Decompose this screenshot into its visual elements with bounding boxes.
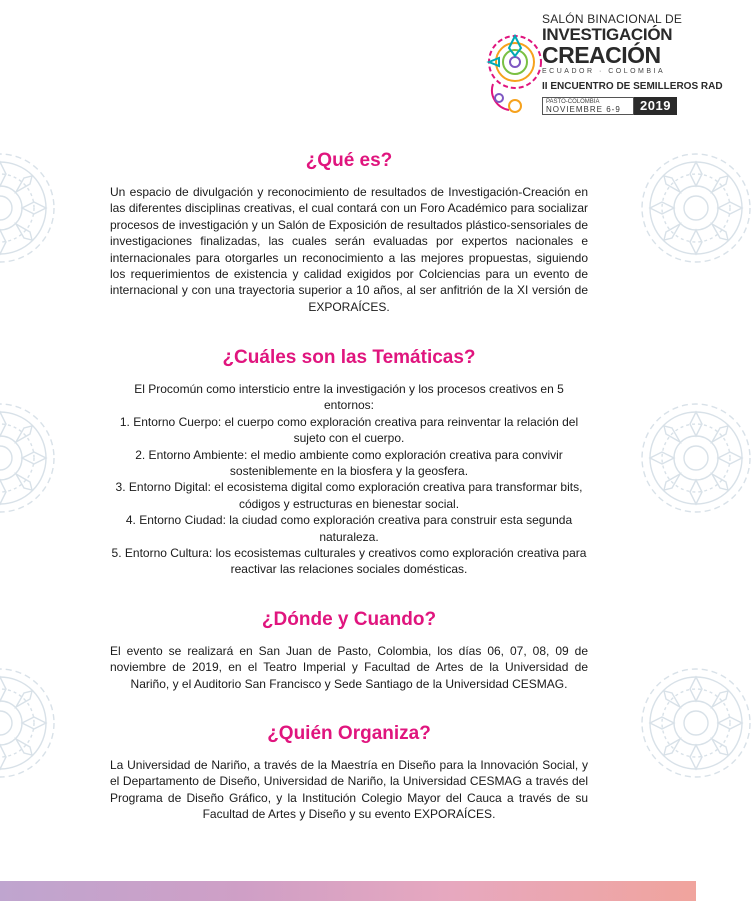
mandala-decoration-left-bottom bbox=[0, 665, 58, 781]
paragraph-donde-cuando: El evento se realizará en San Juan de Pasto, Colombia, los días 06, 07, 08, 09 de noviembre de 2019, en el Teatro Imperial y Facultad de Artes de la Universidad de Nariño, y el Auditorio San Francisco y Sede Santiago de la Universidad CESMAG. bbox=[110, 644, 588, 691]
tematicas-intro: El Procomún como intersticio entre la investigación y los procesos creativos en 5 entornos: bbox=[134, 382, 564, 413]
mandala-decoration-left-middle bbox=[0, 400, 58, 516]
list-item: 3. Entorno Digital: el ecosistema digital como exploración creativa para transformar bits, códigos y estructuras en bienestar social. bbox=[115, 480, 583, 511]
list-item: 1. Entorno Cuerpo: el cuerpo como exploración creativa para reinventar la relación del sujeto con el cuerpo. bbox=[119, 414, 579, 446]
list-item: 2. Entorno Ambiente: el medio ambiente como exploración creativa para convivir sosteniblemente en la biosfera y la geosfera. bbox=[135, 447, 563, 479]
mandala-decoration-left-top bbox=[0, 150, 58, 266]
heading-tematicas: ¿Cuáles son las Temáticas? bbox=[222, 347, 476, 368]
mandala-decoration-right-middle bbox=[638, 400, 754, 516]
section-que-es bbox=[110, 149, 588, 315]
paragraph-quien-organiza: La Universidad de Nariño, a través de la Maestría en Diseño para la Innovación Social, y el Departamento de Diseño, Universidad de Nariño, la Universidad CESMAG a través del Programa de Diseño Gráfico, y la Institución Colegio Mayor del Cauca a través de su Facultad de Artes y Diseño y su evento EXPORAÍCES. bbox=[110, 758, 588, 822]
list-item: 4. Entorno Ciudad: la ciudad como exploración creativa para construir esta segunda naturaleza. bbox=[125, 513, 573, 544]
logo-year: 2019 bbox=[634, 97, 677, 115]
logo-text-block bbox=[542, 12, 723, 115]
paragraph-que-es: Un espacio de divulgación y reconocimiento de resultados de Investigación-Creación en las diferentes disciplinas creativas, el cual contará con un Foro Académico para socializar procesos de investigación y un Salón de Exposición de resultados plástico-sensoriales de investigaciones finalizadas, las cuales serán evaluadas por expertos nacionales e internacionales para otorgarles un reconocimiento a las mejores propuestas, siguiendo los requerimientos de existencia y calidad exigidos por Colciencias para un evento de internacional y con una trayectoria superior a 10 años, al ser anfitrión de la XI versión de EXPORAÍCES. bbox=[110, 185, 588, 314]
mandala-decoration-right-top bbox=[638, 150, 754, 266]
logo-line-investigacion: INVESTIGACIÓN bbox=[542, 25, 673, 44]
event-logo bbox=[485, 8, 723, 128]
heading-donde-cuando: ¿Dónde y Cuando? bbox=[261, 609, 437, 630]
section-tematicas bbox=[110, 346, 588, 578]
logo-dates: NOVIEMBRE 6-9 bbox=[546, 105, 621, 114]
heading-que-es: ¿Qué es? bbox=[305, 150, 393, 171]
logo-line-countries: ECUADOR · COLOMBIA bbox=[542, 68, 666, 75]
logo-date-row bbox=[542, 97, 690, 115]
bottom-gradient-bar bbox=[0, 881, 696, 901]
list-item: 5. Entorno Cultura: los ecosistemas culturales y creativos como exploración creativa para reactivar las relaciones sociales domésticas. bbox=[111, 546, 587, 577]
heading-quien-organiza: ¿Quién Organiza? bbox=[267, 723, 431, 744]
logo-line-creacion: CREACIÓN bbox=[542, 42, 661, 68]
tematicas-list bbox=[110, 381, 588, 578]
section-quien-organiza bbox=[110, 722, 588, 835]
logo-place: PASTO-COLOMBIA bbox=[546, 99, 600, 105]
section-donde-cuando bbox=[110, 608, 588, 704]
logo-line-salon: SALÓN BINACIONAL DE bbox=[542, 12, 683, 26]
mandala-decoration-right-bottom bbox=[638, 665, 754, 781]
logo-line-encuentro: II ENCUENTRO DE SEMILLEROS RAD bbox=[542, 81, 723, 92]
logo-place-box bbox=[542, 97, 634, 115]
